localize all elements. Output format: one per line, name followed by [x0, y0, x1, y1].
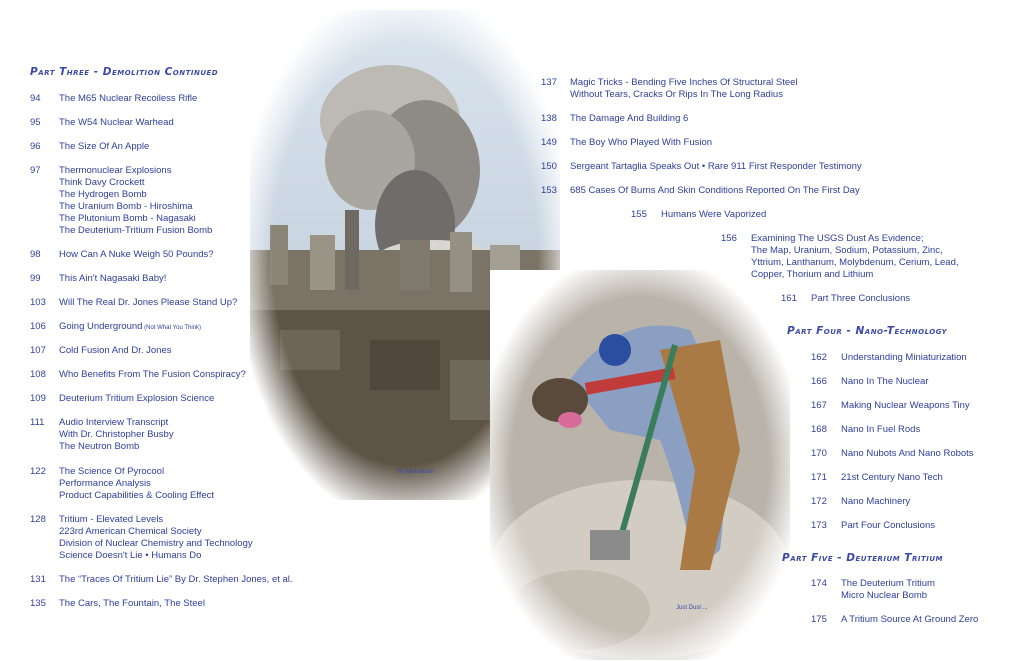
toc-entry-line: Think Davy Crockett — [59, 177, 145, 188]
heading-part-four: Part Four - Nano-Technology — [787, 325, 948, 337]
toc-entry-line: With Dr. Christopher Busby — [59, 429, 174, 440]
toc-entry-line: Cold Fusion And Dr. Jones — [59, 345, 172, 356]
toc-entry-line: Yttrium, Lanthanum, Molybdenum, Cerium, Lead, — [751, 257, 959, 268]
toc-entry-line: The Science Of Pyrocool — [59, 466, 165, 477]
toc-page-number: 138 — [541, 113, 557, 124]
toc-entry-line: 223rd American Chemical Society — [59, 526, 202, 537]
rescue-worker-photo — [490, 270, 790, 660]
toc-entry-line: Copper, Thorium and Lithium — [751, 269, 874, 280]
toc-entry-line: The Hydrogen Bomb — [59, 189, 147, 200]
toc-entry-line: Nano In Fuel Rods — [841, 424, 921, 435]
toc-entry-title — [811, 293, 910, 305]
toc-page-number: 96 — [30, 141, 41, 152]
toc-page-number: 128 — [30, 514, 46, 525]
toc-page-number: 99 — [30, 273, 41, 284]
toc-page-number: 108 — [30, 369, 46, 380]
toc-entry-line: The W54 Nuclear Warhead — [59, 117, 174, 128]
toc-entry-title — [841, 496, 910, 508]
toc-entry-line: Understanding Miniaturization — [841, 352, 967, 363]
toc-page-number: 155 — [631, 209, 647, 220]
toc-page-number: 174 — [811, 578, 827, 589]
toc-entry-line: This Ain't Nagasaki Baby! — [59, 273, 167, 284]
toc-entry-title — [570, 161, 862, 173]
toc-entry-line: Science Doesn't Lie • Humans Do — [59, 550, 202, 561]
toc-entry-line: Going Underground (Not What You Think) — [59, 321, 202, 332]
toc-page-number: 137 — [541, 77, 557, 88]
toc-entry-title — [59, 345, 171, 357]
toc-entry-title — [59, 165, 212, 237]
toc-entry-line: Product Capabilities & Cooling Effect — [59, 490, 215, 501]
toc-entry-line: The “Traces Of Tritium Lie” By Dr. Stephen Jones, et al. — [59, 574, 293, 585]
toc-page-number: 149 — [541, 137, 557, 148]
toc-entry-title — [59, 249, 214, 261]
toc-page-number: 122 — [30, 466, 46, 477]
toc-page-number: 170 — [811, 448, 827, 459]
toc-entry-title — [59, 598, 205, 610]
toc-entry-title — [570, 185, 860, 197]
toc-entry-line: The Map, Uranium, Sodium, Potassium, Zinc, — [751, 245, 943, 256]
toc-entry-line: The Boy Who Played With Fusion — [570, 137, 713, 148]
toc-entry-line: Part Three Conclusions — [811, 293, 911, 304]
toc-page-number: 109 — [30, 393, 46, 404]
toc-page-number: 103 — [30, 297, 46, 308]
toc-entry-title — [841, 448, 974, 460]
toc-page-number: 94 — [30, 93, 41, 104]
toc-entry-line: The Size Of An Apple — [59, 141, 150, 152]
toc-entry-line: Who Benefits From The Fusion Conspiracy? — [59, 369, 246, 380]
toc-entry-title — [59, 417, 174, 453]
toc-entry-title — [59, 514, 253, 562]
toc-entry-line: Making Nuclear Weapons Tiny — [841, 400, 970, 411]
toc-entry-line: Examining The USGS Dust As Evidence; — [751, 233, 924, 244]
toc-page-number: 153 — [541, 185, 557, 196]
toc-page-number: 166 — [811, 376, 827, 387]
toc-entry-line: The Deuterium Tritium — [841, 578, 935, 589]
toc-page-number: 171 — [811, 472, 827, 483]
toc-entry-title — [841, 376, 929, 388]
toc-page-number: 172 — [811, 496, 827, 507]
toc-entry-line: Sergeant Tartaglia Speaks Out • Rare 911 First Responder Testimony — [570, 161, 862, 172]
toc-entry-line: The Deuterium-Tritium Fusion Bomb — [59, 225, 213, 236]
toc-entry-line: The Damage And Building 6 — [570, 113, 689, 124]
toc-page-number: 162 — [811, 352, 827, 363]
toc-page-number: 135 — [30, 598, 46, 609]
toc-page-number: 168 — [811, 424, 827, 435]
toc-page-number: 95 — [30, 117, 41, 128]
toc-entry-title — [570, 137, 712, 149]
heading-part-five: Part Five - Deuterium Tritium — [782, 552, 943, 564]
toc-entry-title — [59, 369, 246, 381]
toc-entry-title — [570, 77, 798, 101]
toc-entry-title — [841, 614, 978, 626]
toc-entry-line: Audio Interview Transcript — [59, 417, 169, 428]
toc-page-number: 97 — [30, 165, 41, 176]
toc-entry-title — [59, 574, 293, 586]
toc-entry-line: Deuterium Tritium Explosion Science — [59, 393, 215, 404]
toc-page-number: 156 — [721, 233, 737, 244]
toc-entry-title — [59, 273, 166, 285]
toc-entry-line: Thermonuclear Explosions — [59, 165, 172, 176]
toc-page-number: 111 — [30, 417, 45, 428]
toc-entry-title — [59, 321, 201, 334]
toc-page-number: 131 — [30, 574, 46, 585]
toc-entry-line: How Can A Nuke Weigh 50 Pounds? — [59, 249, 214, 260]
toc-entry-line: Humans Were Vaporized — [661, 209, 767, 220]
toc-entry-line: Magic Tricks - Bending Five Inches Of Structural Steel — [570, 77, 798, 88]
toc-entry-title — [841, 424, 920, 436]
toc-entry-title — [661, 209, 766, 221]
toc-page-number: 167 — [811, 400, 827, 411]
toc-page-number: 150 — [541, 161, 557, 172]
toc-entry-line: The Uranium Bomb - Hiroshima — [59, 201, 193, 212]
toc-entry-line: Division of Nuclear Chemistry and Technology — [59, 538, 253, 549]
toc-entry-title — [59, 141, 149, 153]
toc-entry-title — [59, 466, 214, 502]
heading-part-three: Part Three - Demolition Continued — [30, 66, 219, 78]
toc-entry-title — [841, 352, 967, 364]
toc-entry-line: Nano In The Nuclear — [841, 376, 929, 387]
toc-entry-line: Will The Real Dr. Jones Please Stand Up? — [59, 297, 238, 308]
toc-entry-line: The Neutron Bomb — [59, 441, 140, 452]
toc-page-number: 107 — [30, 345, 46, 356]
toc-entry-line: The Cars, The Fountain, The Steel — [59, 598, 205, 609]
toc-entry-line: Nano Machinery — [841, 496, 911, 507]
toc-entry-line: 21st Century Nano Tech — [841, 472, 943, 483]
toc-entry-line: Micro Nuclear Bomb — [841, 590, 928, 601]
toc-entry-line: Without Tears, Cracks Or Rips In The Long Radius — [570, 89, 783, 100]
toc-entry-title — [841, 520, 935, 532]
toc-entry-line: Performance Analysis — [59, 478, 151, 489]
toc-entry-line: The Plutonium Bomb - Nagasaki — [59, 213, 196, 224]
toc-entry-line: The M65 Nuclear Recoiless Rifle — [59, 93, 198, 104]
toc-page-number: 161 — [781, 293, 797, 304]
worker-photo-caption: Just Dust ... — [676, 605, 708, 611]
toc-page-number: 106 — [30, 321, 46, 332]
toc-entry-line: 685 Cases Of Burns And Skin Conditions Reported On The First Day — [570, 185, 860, 196]
toc-entry-line: A Tritium Source At Ground Zero — [841, 614, 979, 625]
toc-entry-title — [570, 113, 688, 125]
toc-page-number: 175 — [811, 614, 827, 625]
toc-entry-title — [841, 472, 943, 484]
city-photo-caption: No Munsanon — [397, 469, 435, 475]
toc-entry-title — [841, 578, 935, 602]
toc-entry-title — [59, 93, 197, 105]
toc-entry-line: Tritium - Elevated Levels — [59, 514, 164, 525]
toc-entry-title — [751, 233, 959, 281]
toc-page-number: 98 — [30, 249, 41, 260]
toc-entry-title — [59, 393, 214, 405]
toc-page-number: 173 — [811, 520, 827, 531]
toc-entry-title — [59, 117, 174, 129]
toc-entry-title — [59, 297, 237, 309]
toc-entry-line: Nano Nubots And Nano Robots — [841, 448, 974, 459]
toc-entry-note: (Not What You Think) — [142, 325, 202, 331]
toc-entry-line: Part Four Conclusions — [841, 520, 935, 531]
toc-entry-title — [841, 400, 970, 412]
